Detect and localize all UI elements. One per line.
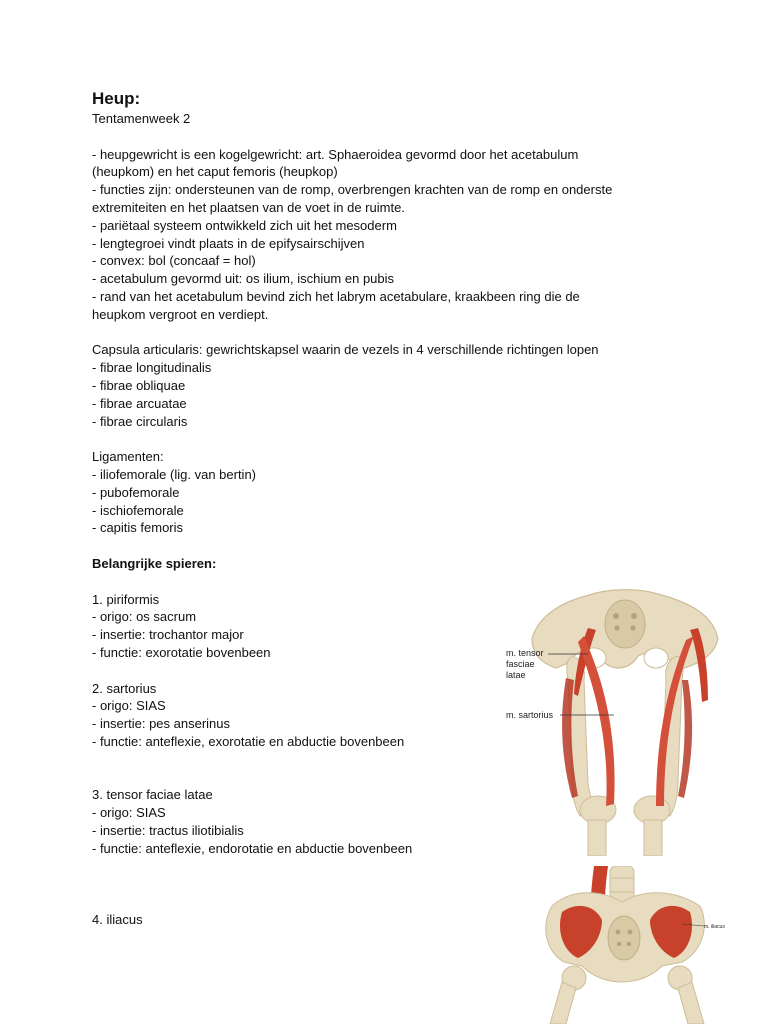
- label-tensor-line3: latae: [506, 670, 526, 680]
- document-subtitle: Tentamenweek 2: [92, 111, 191, 126]
- muscle-line: - insertie: tractus iliotibialis: [92, 822, 244, 838]
- intro-line: - functies zijn: ondersteunen van de romp, overbrengen krachten van de romp en onderste: [92, 182, 613, 198]
- ligamenten-line: - iliofemorale (lig. van bertin): [92, 466, 257, 482]
- muscle-line: - insertie: trochantor major: [92, 627, 244, 643]
- capsula-line: - fibrae longitudinalis: [92, 360, 212, 376]
- muscle-line: 2. sartorius: [92, 680, 157, 696]
- muscle-line: - functie: anteflexie, exorotatie en abductie bovenbeen: [92, 733, 405, 749]
- muscle-line: - origo: os sacrum: [92, 609, 197, 625]
- label-iliacus: m. iliacus: [704, 924, 725, 930]
- intro-line: - pariëtaal systeem ontwikkeld zich uit het mesoderm: [92, 217, 397, 233]
- thigh-muscles-illustration: [488, 584, 726, 856]
- label-tensor-line1: m. tensor: [506, 648, 544, 658]
- intro-line: heupkom vergroot en verdiept.: [92, 306, 269, 322]
- intro-section: [92, 146, 682, 324]
- muscle-iliacus-title: 4. iliacus: [92, 911, 143, 927]
- capsula-section: [92, 341, 682, 430]
- label-sartorius: m. sartorius: [506, 710, 554, 720]
- intro-line: - convex: bol (concaaf = hol): [92, 253, 256, 269]
- ligamenten-line: - ischiofemorale: [92, 502, 184, 518]
- intro-line: - rand van het acetabulum bevind zich het labrym acetabulare, kraakbeen ring die de: [92, 288, 580, 304]
- ligamenten-section: [92, 448, 682, 537]
- intro-line: - heupgewricht is een kogelgewricht: art. Sphaeroidea gevormd door het acetabulum: [92, 146, 579, 162]
- capsula-line: - fibrae obliquae: [92, 377, 186, 393]
- muscle-line: - functie: exorotatie bovenbeen: [92, 644, 271, 660]
- anatomy-figure-pelvis: [532, 866, 728, 1024]
- ligamenten-line: - pubofemorale: [92, 484, 180, 500]
- intro-line: (heupkom) en het caput femoris (heupkop): [92, 164, 338, 180]
- capsula-line: - fibrae arcuatae: [92, 395, 187, 411]
- muscle-line: - functie: anteflexie, endorotatie en abductie bovenbeen: [92, 840, 413, 856]
- muscle-line: - insertie: pes anserinus: [92, 716, 231, 732]
- iliacus-illustration: [532, 866, 728, 1024]
- sacrum-bone-2: [608, 916, 640, 960]
- anatomy-figure-thigh: [488, 584, 726, 856]
- document-title: Heup:: [92, 89, 141, 108]
- muscle-line: 1. piriformis: [92, 591, 160, 607]
- capsula-line: - fibrae circularis: [92, 413, 188, 429]
- label-tensor-line2: fasciae: [506, 659, 535, 669]
- muscle-line: - origo: SIAS: [92, 805, 166, 821]
- intro-line: extremiteiten en het plaatsen van de voet in de ruimte.: [92, 199, 405, 215]
- muscle-line: 3. tensor faciae latae: [92, 787, 213, 803]
- ligamenten-line: - capitis femoris: [92, 520, 184, 536]
- intro-line: - lengtegroei vindt plaats in de epifysairschijven: [92, 235, 365, 251]
- sacrum-bone: [605, 600, 645, 648]
- intro-line: - acetabulum gevormd uit: os ilium, ischium en pubis: [92, 271, 395, 287]
- muscle-line: - origo: SIAS: [92, 698, 166, 714]
- capsula-line: Capsula articularis: gewrichtskapsel waarin de vezels in 4 verschillende richtingen lopen: [92, 342, 599, 358]
- ligamenten-line: Ligamenten:: [92, 449, 164, 465]
- spieren-heading: Belangrijke spieren:: [92, 555, 217, 571]
